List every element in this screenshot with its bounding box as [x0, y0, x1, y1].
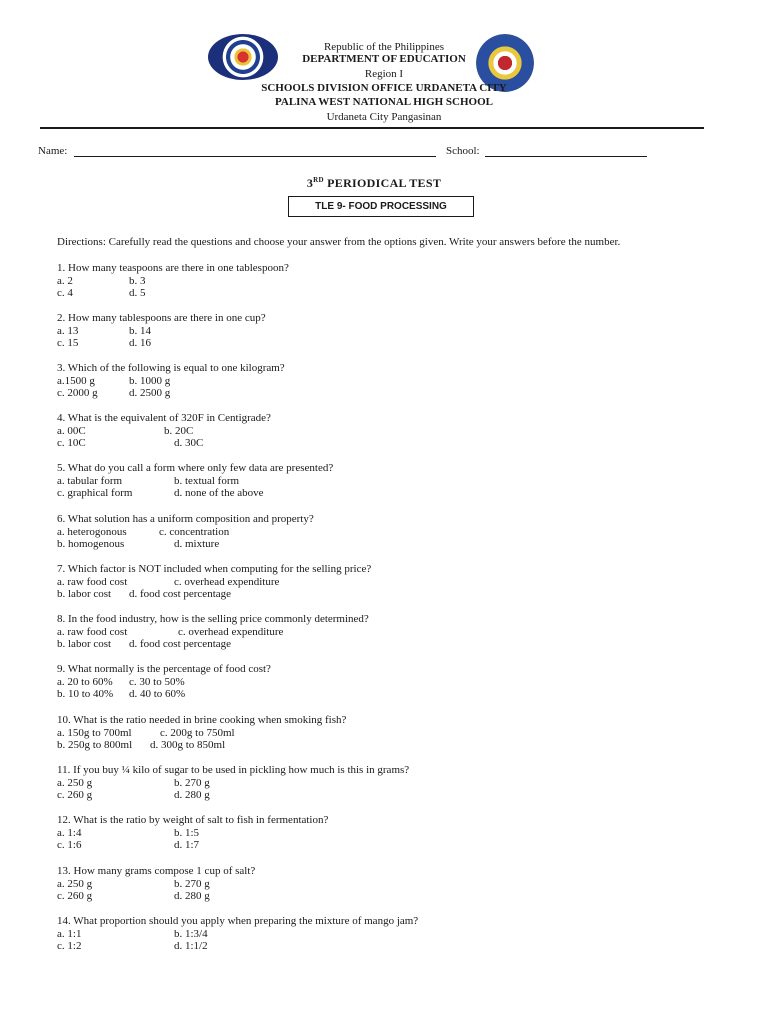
options-row: [57, 676, 737, 689]
question-stem: 5. What do you call a form where only few data are presented?: [57, 462, 334, 474]
answer-option: a. 20 to 60%: [57, 675, 113, 688]
answer-option: d. 5: [129, 287, 146, 299]
options-row: [57, 275, 737, 288]
header-location: Urdaneta City Pangasinan: [326, 111, 442, 123]
answer-option: c. 2000 g: [57, 387, 98, 399]
subject-box: TLE 9- FOOD PROCESSING: [288, 196, 474, 217]
answer-option: a. 2: [57, 274, 73, 287]
question-10: [57, 714, 737, 752]
question-2: [57, 312, 737, 350]
header-region: Region I: [364, 68, 404, 80]
answer-option: a. 150g to 700ml: [57, 726, 132, 739]
question-stem: 13. How many grams compose 1 cup of salt?: [57, 865, 256, 877]
options-row: [57, 827, 737, 840]
options-row: [57, 890, 737, 903]
answer-option: b. 1000 g: [129, 374, 171, 387]
answer-option: a. 250 g: [57, 877, 93, 890]
school-blank-line[interactable]: [485, 156, 647, 157]
answer-option: a. 00C: [57, 424, 86, 437]
options-row: [57, 425, 737, 438]
answer-option: c. 200g to 750ml: [160, 726, 235, 739]
answer-option: a. 13: [57, 324, 79, 337]
test-title-number: 3: [306, 176, 314, 190]
answer-option: a. raw food cost: [57, 625, 128, 638]
options-row: [57, 526, 737, 539]
question-9: [57, 663, 737, 701]
answer-option: d. 280 g: [174, 789, 210, 801]
options-row: [57, 375, 737, 388]
answer-option: c. overhead expenditure: [174, 575, 280, 588]
answer-option: d. 1:7: [174, 839, 200, 851]
answer-option: b. 250g to 800ml: [57, 739, 133, 751]
options-row: [57, 337, 737, 350]
answer-option: b. homogenous: [57, 538, 125, 550]
answer-option: a. 1:4: [57, 826, 82, 839]
header-school: PALINA WEST NATIONAL HIGH SCHOOL: [274, 96, 494, 108]
answer-option: d. 280 g: [174, 890, 210, 902]
question-5: [57, 462, 737, 500]
answer-option: b. labor cost: [57, 638, 112, 650]
answer-option: d. food cost percentage: [129, 638, 232, 650]
answer-option: c. 4: [57, 287, 73, 299]
question-1: [57, 262, 737, 300]
answer-option: a. raw food cost: [57, 575, 128, 588]
directions-text: Directions: Carefully read the questions and choose your answer from the options given. Write your answers before the number.: [57, 236, 621, 248]
question-stem: 12. What is the ratio by weight of salt to fish in fermentation?: [57, 814, 329, 826]
question-4: [57, 412, 737, 450]
test-title-text: PERIODICAL TEST: [323, 176, 442, 190]
options-row: [57, 588, 737, 601]
answer-option: d. 40 to 60%: [129, 688, 186, 700]
answer-option: b. 1:5: [174, 826, 200, 839]
question-stem: 9. What normally is the percentage of food cost?: [57, 663, 271, 675]
options-row: [57, 789, 737, 802]
question-stem: 3. Which of the following is equal to one kilogram?: [57, 362, 285, 374]
answer-option: c. concentration: [159, 525, 230, 538]
answer-option: c. 30 to 50%: [129, 675, 185, 688]
answer-option: b. 10 to 40%: [57, 688, 114, 700]
options-row: [57, 487, 737, 500]
answer-option: b. textual form: [174, 474, 240, 487]
name-label: Name:: [38, 145, 68, 157]
header-divider: [40, 127, 704, 129]
answer-option: a. 1:1: [57, 927, 82, 940]
header-country: Republic of the Philippines: [323, 41, 445, 53]
question-stem: 4. What is the equivalent of 320F in Centigrade?: [57, 412, 271, 424]
answer-option: c. 15: [57, 337, 79, 349]
question-stem: 6. What solution has a uniform composition and property?: [57, 513, 314, 525]
options-row: [57, 940, 737, 953]
question-stem: 1. How many teaspoons are there in one tablespoon?: [57, 262, 289, 274]
question-stem: 14. What proportion should you apply when preparing the mixture of mango jam?: [57, 915, 419, 927]
question-stem: 10. What is the ratio needed in brine cooking when smoking fish?: [57, 714, 347, 726]
options-row: [57, 287, 737, 300]
answer-option: d. 30C: [174, 437, 204, 449]
answer-option: c. 10C: [57, 437, 86, 449]
answer-option: b. 270 g: [174, 776, 210, 789]
options-row: [57, 626, 737, 639]
question-8: [57, 613, 737, 651]
answer-option: d. 2500 g: [129, 387, 171, 399]
answer-option: b. 1:3/4: [174, 927, 208, 940]
options-row: [57, 387, 737, 400]
question-14: [57, 915, 737, 953]
options-row: [57, 739, 737, 752]
answer-option: d. none of the above: [174, 487, 264, 499]
options-row: [57, 576, 737, 589]
options-row: [57, 727, 737, 740]
answer-option: b. labor cost: [57, 588, 112, 600]
name-blank-line[interactable]: [74, 156, 436, 157]
answer-option: c. 260 g: [57, 890, 93, 902]
options-row: [57, 928, 737, 941]
header-department: DEPARTMENT OF EDUCATION: [302, 53, 466, 65]
answer-option: b. 270 g: [174, 877, 210, 890]
options-row: [57, 538, 737, 551]
options-row: [57, 638, 737, 651]
answer-option: a. tabular form: [57, 474, 123, 487]
answer-option: b. 3: [129, 274, 146, 287]
answer-option: c. overhead expenditure: [178, 625, 284, 638]
test-title: [0, 176, 748, 191]
question-stem: 2. How many tablespoons are there in one cup?: [57, 312, 266, 324]
answer-option: d. 300g to 850ml: [150, 739, 226, 751]
test-title-suffix: RD: [313, 176, 324, 184]
question-12: [57, 814, 737, 852]
answer-option: c. 1:2: [57, 940, 82, 952]
question-stem: 11. If you buy ¼ kilo of sugar to be used in pickling how much is this in grams?: [57, 764, 410, 776]
answer-option: d. mixture: [174, 538, 220, 550]
answer-option: a. 250 g: [57, 776, 93, 789]
answer-option: a.1500 g: [57, 374, 95, 387]
question-6: [57, 513, 737, 551]
answer-option: d. 16: [129, 337, 151, 349]
options-row: [57, 475, 737, 488]
answer-option: c. graphical form: [57, 487, 133, 499]
header-division: SCHOOLS DIVISION OFFICE URDANETA CITY: [261, 82, 507, 94]
question-stem: 8. In the food industry, how is the selling price commonly determined?: [57, 613, 369, 625]
options-row: [57, 437, 737, 450]
answer-option: b. 20C: [164, 424, 194, 437]
question-13: [57, 865, 737, 903]
question-7: [57, 563, 737, 601]
answer-option: a. heterogonous: [57, 525, 127, 538]
options-row: [57, 777, 737, 790]
answer-option: b. 14: [129, 324, 151, 337]
question-3: [57, 362, 737, 400]
options-row: [57, 325, 737, 338]
answer-option: c. 260 g: [57, 789, 93, 801]
answer-option: d. food cost percentage: [129, 588, 232, 600]
question-stem: 7. Which factor is NOT included when computing for the selling price?: [57, 563, 372, 575]
question-11: [57, 764, 737, 802]
options-row: [57, 688, 737, 701]
answer-option: c. 1:6: [57, 839, 82, 851]
options-row: [57, 878, 737, 891]
options-row: [57, 839, 737, 852]
school-label: School:: [446, 145, 480, 157]
answer-option: d. 1:1/2: [174, 940, 208, 952]
